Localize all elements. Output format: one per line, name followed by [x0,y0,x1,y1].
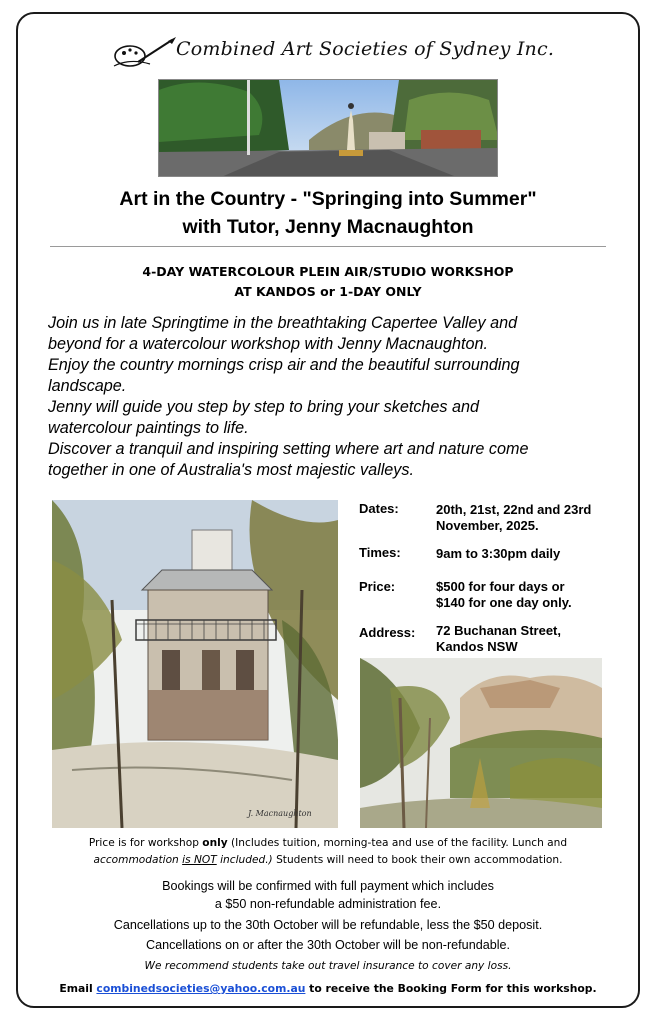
intro-line: landscape. [48,377,127,395]
header [0,30,656,72]
dates-label: Dates: [359,501,399,516]
price-note-line-2: accommodation is NOT included.) Students will need to book their own accommodation. [93,854,563,866]
street-photo-icon [158,79,498,177]
intro-line: watercolour paintings to life. [48,419,249,437]
email-line: Email combinedsocieties@yahoo.com.au to receive the Booking Form for this workshop. [59,982,597,995]
intro-line: Discover a tranquil and inspiring setting where art and nature come [48,440,529,458]
address-value-1: 72 Buchanan Street, [436,623,561,638]
building-watercolour-icon [52,500,338,828]
address-label: Address: [359,625,416,640]
intro-line: beyond for a watercolour workshop with Jenny Macnaughton. [48,335,489,353]
price-note-line-1: Price is for workshop only (Includes tuition, morning-tea and use of the facility. Lunch and [88,837,568,849]
subtitle-line-1: 4-DAY WATERCOLOUR PLEIN AIR/STUDIO WORKSHOP [142,264,514,279]
price-value-2: $140 for one day only. [436,595,572,610]
intro-line: together in one of Australia's most majestic valleys. [48,461,414,479]
intro-line: Enjoy the country mornings crisp air and the beautiful surrounding [48,356,520,374]
divider [50,246,606,247]
price-label: Price: [359,579,396,594]
booking-line-1: Bookings will be confirmed with full payment which includes [162,879,494,893]
valley-watercolour-icon [360,658,602,828]
price-value-1: $500 for four days or [436,579,565,594]
email-link[interactable]: combinedsocieties@yahoo.com.au [96,982,306,995]
times-value: 9am to 3:30pm daily [436,546,561,561]
org-name: Combined Art Societies of Sydney Inc. [176,38,555,60]
times-label: Times: [359,545,401,560]
intro-line: Join us in late Springtime in the breathtaking Capertee Valley and [48,314,518,332]
subtitle-line-2: AT KANDOS or 1-DAY ONLY [234,284,422,299]
dates-value-1: 20th, 21st, 22nd and 23rd [436,502,592,517]
palette-brush-icon [110,36,180,70]
intro-paragraph [48,313,618,481]
address-value-2: Kandos NSW [436,639,518,654]
booking-line-2: a $50 non-refundable administration fee. [214,897,442,911]
insurance-note: We recommend students take out travel insurance to cover any loss. [144,960,512,972]
title-line-1: Art in the Country - "Springing into Summer" [119,188,537,210]
cancellation-line-2: Cancellations on or after the 30th October will be non-refundable. [145,938,511,952]
dates-value-2: November, 2025. [436,518,539,533]
title-line-2: with Tutor, Jenny Macnaughton [182,216,474,238]
cancellation-line-1: Cancellations up to the 30th October will be refundable, less the $50 deposit. [113,918,543,932]
painting-signature: J. Macnaughton [248,809,312,818]
intro-line: Jenny will guide you step by step to bring your sketches and [48,398,480,416]
